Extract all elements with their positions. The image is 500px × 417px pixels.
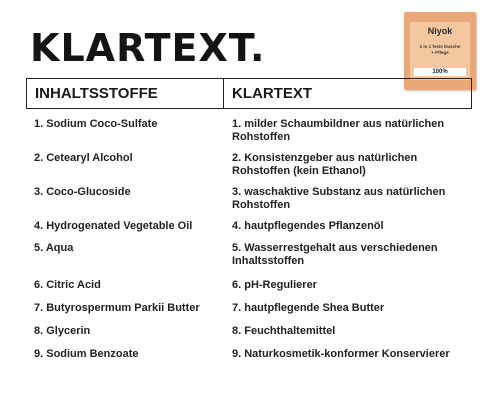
ingredient-cell: 9. Sodium Benzoate	[34, 348, 139, 360]
table-row	[26, 118, 472, 152]
explanation-cell: 3. waschaktive Substanz aus natürlichen Rohstoffen	[232, 186, 446, 211]
product-badge: 100%	[414, 68, 466, 76]
table-row	[26, 279, 472, 302]
explanation-cell: 2. Konsistenzgeber aus natürlichen Rohstoffen (kein Ethanol)	[232, 152, 418, 177]
ingredient-cell: 8. Glycerin	[34, 325, 91, 337]
explanation-cell: 8. Feuchthaltemittel	[232, 325, 336, 337]
explanation-cell: 6. pH-Regulierer	[232, 279, 317, 291]
table-row	[26, 186, 472, 220]
ingredient-cell: 1. Sodium Coco-Sulfate	[34, 118, 158, 130]
product-brand: Niyok	[427, 26, 453, 36]
explanation-cell: 5. Wasserrestgehalt aus verschiedenen Inhaltsstoffen	[232, 242, 438, 267]
table-row	[26, 325, 472, 348]
table-row	[26, 242, 472, 279]
ingredient-cell: 3. Coco-Glucoside	[34, 186, 131, 198]
table-row	[26, 348, 472, 368]
ingredients-table	[26, 78, 472, 368]
table-row	[26, 152, 472, 186]
product-label	[410, 22, 470, 80]
table-row	[26, 220, 472, 242]
ingredient-cell: 5. Aqua	[34, 242, 74, 254]
ingredient-cell: 7. Butyrospermum Parkii Butter	[34, 302, 200, 314]
header-ingredients: INHALTSSTOFFE	[27, 79, 224, 108]
page-title: KLARTEXT.	[30, 26, 266, 70]
table-row	[26, 302, 472, 325]
explanation-cell: 4. hautpflegendes Pflanzenöl	[232, 220, 384, 232]
header-klartext: KLARTEXT	[232, 85, 312, 102]
explanation-cell: 7. hautpflegende Shea Butter	[232, 302, 385, 314]
explanation-cell: 9. Naturkosmetik-konformer Konservierer	[232, 348, 450, 360]
ingredient-cell: 2. Cetearyl Alcohol	[34, 152, 133, 164]
table-header	[26, 78, 472, 109]
explanation-cell: 1. milder Schaumbildner aus natürlichen Rohstoffen	[232, 118, 445, 143]
product-name-line1: 2 in 1 feste Dusche	[419, 44, 461, 49]
product-name-line2: + Pflege	[431, 50, 449, 55]
table-body	[26, 118, 472, 368]
product-name	[410, 44, 470, 56]
ingredient-cell: 4. Hydrogenated Vegetable Oil	[34, 220, 193, 232]
ingredient-cell: 6. Citric Acid	[34, 279, 101, 291]
